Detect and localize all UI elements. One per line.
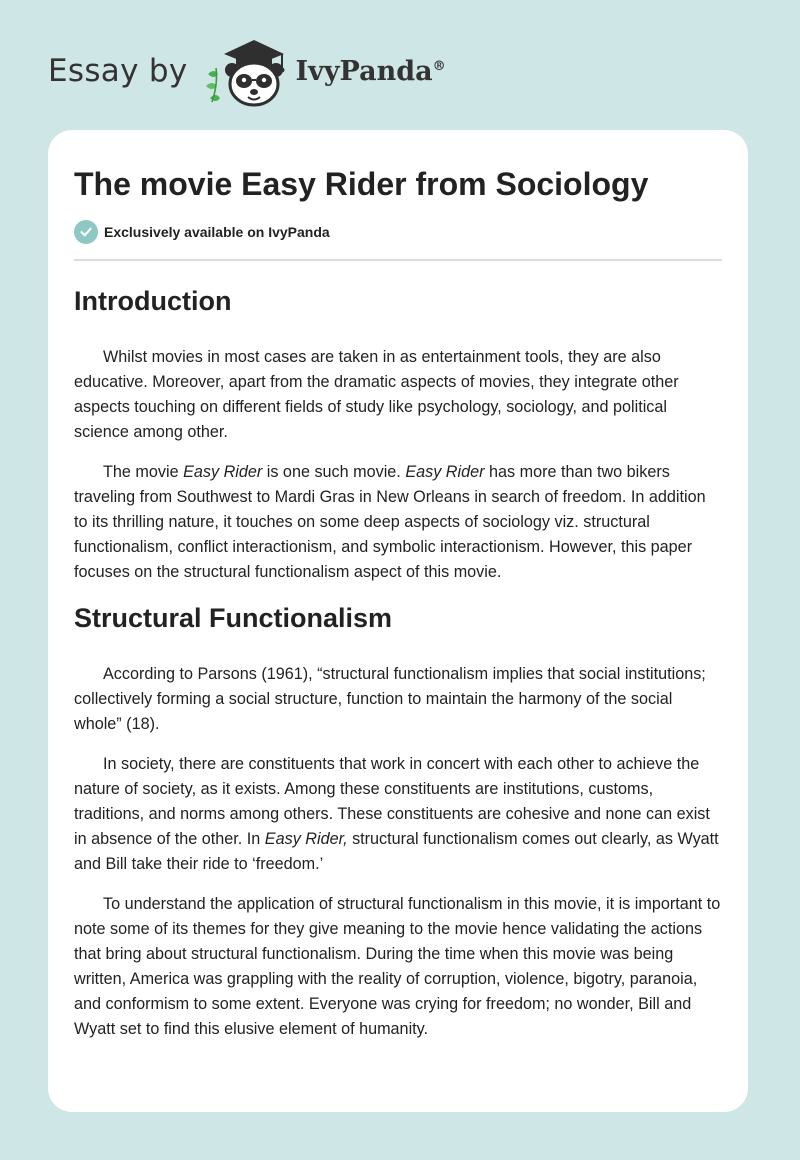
brand-name[interactable] bbox=[296, 56, 446, 87]
brand-name-text: IvyPanda bbox=[295, 55, 433, 87]
paragraph: In society, there are constituents that work in concert with each other to achieve the nature of society, as it exists. Among these constituents are institutions, customs, traditions, and norms among others. These constituents are cohesive and none can exist in absence of the other. In Easy Rider, structural functionalism comes out clearly, as Wyatt and Bill take their ride to ‘freedom.’ bbox=[74, 755, 719, 873]
exclusive-badge bbox=[74, 220, 722, 244]
site-header bbox=[48, 34, 446, 108]
paragraph: According to Parsons (1961), “structural functionalism implies that social institutions; collectively forming a social structure, function to maintain the harmony of the social whole” (18). bbox=[74, 665, 706, 733]
italic-title: Easy Rider bbox=[405, 463, 485, 481]
paragraph: Whilst movies in most cases are taken in as entertainment tools, they are also educative. Moreover, apart from the dramatic aspects of movies, they integrate other aspects touching on different fields of study like psychology, sociology, and political science among other. bbox=[74, 348, 679, 441]
paragraph: To understand the application of structural functionalism in this movie, it is important to note some of its themes for they give meaning to the movie hence validating the actions that bring about structural functionalism. During the time when this movie was being written, America was grappling with the reality of corruption, violence, bigotry, paranoia, and conformism to some extent. Everyone was crying for freedom; no wonder, Bill and Wyatt set to find this elusive element of humanity. bbox=[74, 895, 721, 1038]
exclusive-badge-text: Exclusively available on IvyPanda bbox=[104, 224, 330, 240]
registered-mark: ® bbox=[432, 58, 446, 74]
panda-graduate-icon[interactable] bbox=[202, 34, 294, 108]
title-divider bbox=[74, 259, 722, 261]
section-heading-structural-functionalism: Structural Functionalism bbox=[74, 603, 393, 633]
essay-title: The movie Easy Rider from Sociology bbox=[74, 166, 649, 202]
brand-prefix: Essay by bbox=[48, 53, 188, 89]
check-circle-icon bbox=[74, 220, 98, 244]
italic-title: Easy Rider, bbox=[264, 830, 348, 848]
section-heading-introduction: Introduction bbox=[74, 286, 232, 316]
paragraph: The movie Easy Rider is one such movie. Easy Rider has more than two bikers traveling from Southwest to Mardi Gras in New Orleans in search of freedom. In addition to its thrilling nature, it touches on some deep aspects of sociology viz. structural functionalism, conflict interactionism, and symbolic interactionism. However, this paper focuses on the structural functionalism aspect of this movie. bbox=[74, 463, 706, 581]
italic-title: Easy Rider bbox=[183, 463, 263, 481]
essay-card bbox=[48, 130, 748, 1112]
